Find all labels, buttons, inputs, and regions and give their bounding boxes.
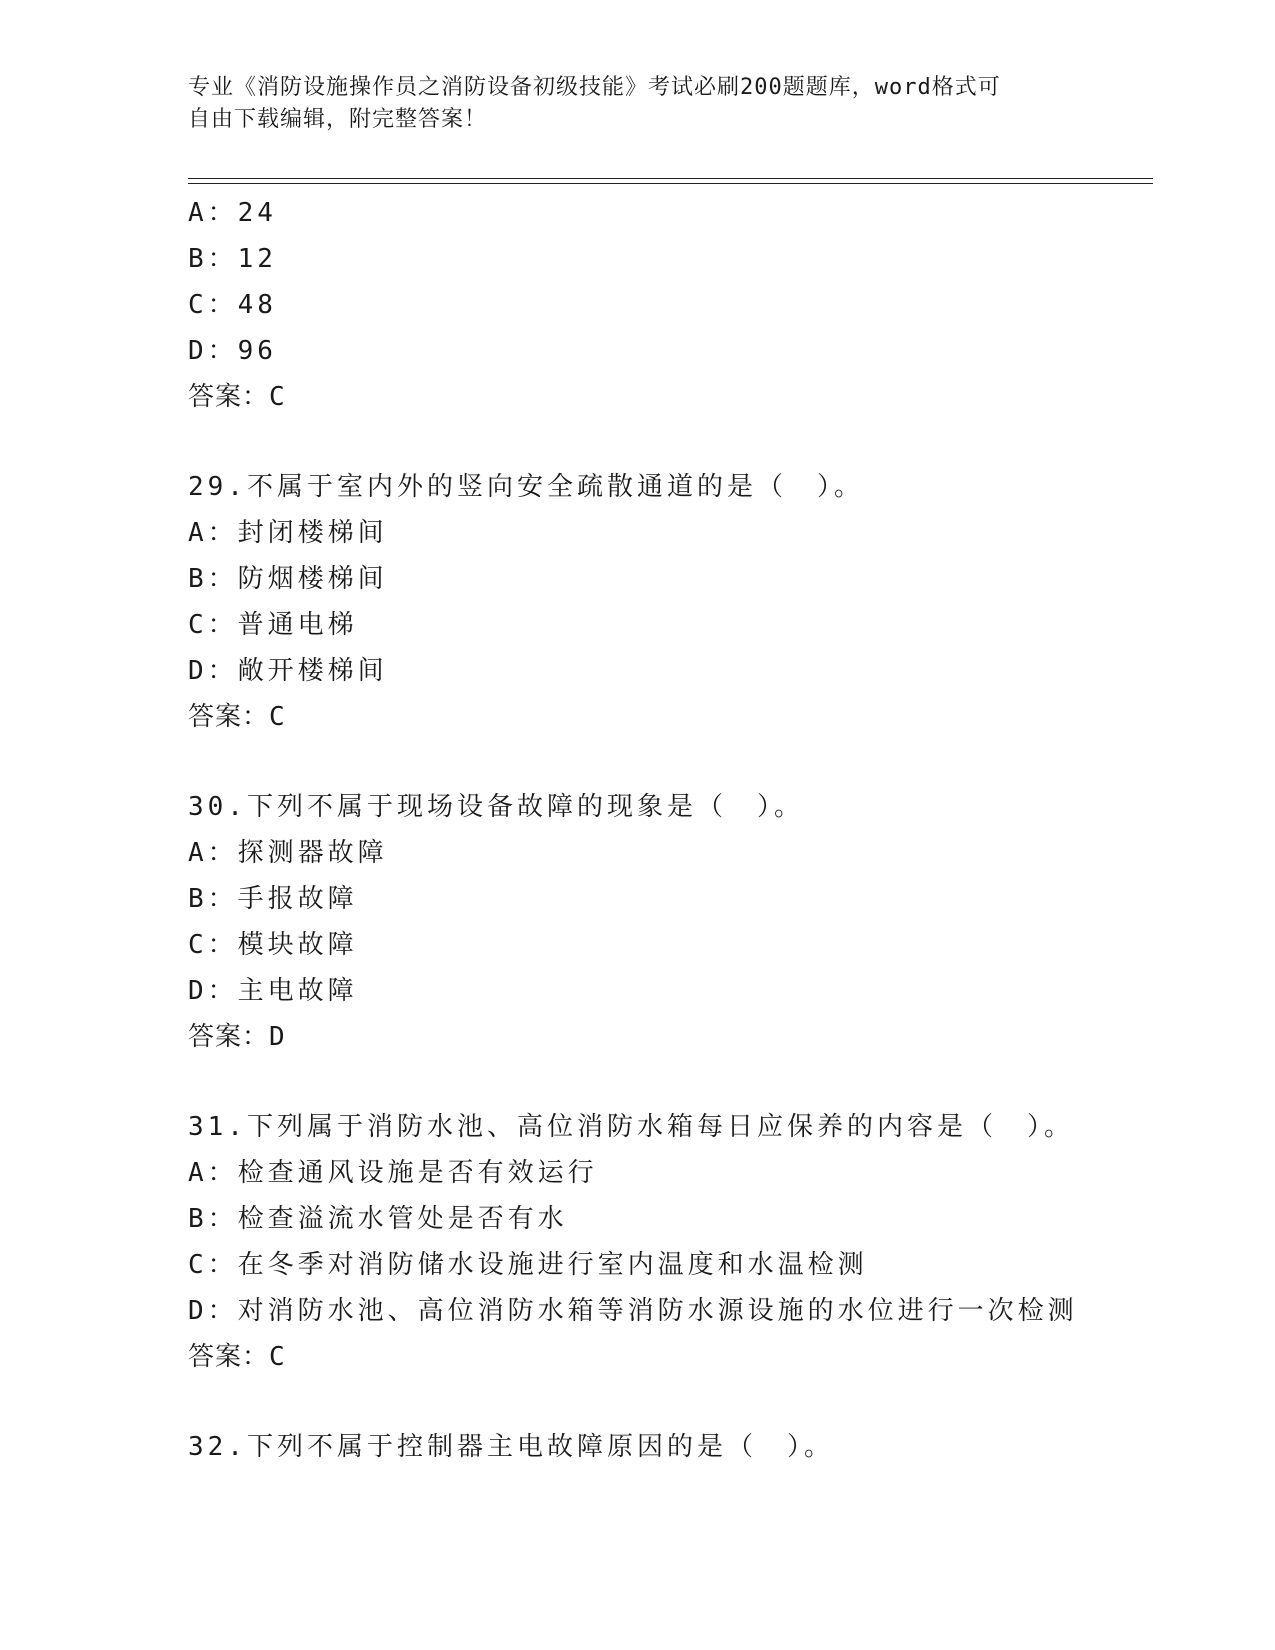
header-divider-bottom [188,183,1153,184]
option-c: C：普通电梯 [188,610,358,640]
option-d: D：对消防水池、高位消防水箱等消防水源设施的水位进行一次检测 [188,1296,1078,1326]
answer-line [188,1014,1168,1060]
option-d: D：96 [188,336,277,366]
option-d: D：主电故障 [188,976,358,1006]
document-body [188,190,1168,1470]
question-text: 29.不属于室内外的竖向安全疏散通道的是（ ）。 [188,472,864,502]
answer-label: 答案： [188,1342,270,1372]
header-line-2: 自由下载编辑，附完整答案！ [188,107,488,132]
option-b: B：12 [188,244,277,274]
question-block-32 [188,1424,1168,1470]
document-header [188,72,1088,136]
answer-line [188,1334,1168,1380]
question-block-30 [188,784,1168,1060]
option-d: D：敞开楼梯间 [188,656,388,686]
prev-question-block [188,190,1168,420]
header-line-1: 专业《消防设施操作员之消防设备初级技能》考试必刷200题题库，word格式可 [188,75,1001,100]
header-divider-top [188,178,1153,179]
question-text: 30.下列不属于现场设备故障的现象是（ ）。 [188,792,804,822]
option-c: C：模块故障 [188,930,358,960]
answer-line [188,694,1168,740]
answer-line [188,374,1168,420]
option-a: A：检查通风设施是否有效运行 [188,1158,598,1188]
answer-label: 答案： [188,382,270,412]
question-text: 32.下列不属于控制器主电故障原因的是（ ）。 [188,1432,834,1462]
answer-value: C [269,1342,286,1372]
answer-label: 答案： [188,1022,270,1052]
answer-label: 答案： [188,702,270,732]
answer-value: C [269,382,286,412]
option-c: C：48 [188,290,277,320]
option-b: B：检查溢流水管处是否有水 [188,1204,568,1234]
answer-value: C [269,702,286,732]
question-block-31 [188,1104,1168,1380]
answer-value: D [269,1022,286,1052]
option-a: A：封闭楼梯间 [188,518,388,548]
question-block-29 [188,464,1168,740]
option-a: A：探测器故障 [188,838,388,868]
question-text: 31.下列属于消防水池、高位消防水箱每日应保养的内容是（ ）。 [188,1112,1074,1142]
option-a: A：24 [188,198,277,228]
option-b: B：防烟楼梯间 [188,564,388,594]
option-c: C：在冬季对消防储水设施进行室内温度和水温检测 [188,1250,868,1280]
option-b: B：手报故障 [188,884,358,914]
